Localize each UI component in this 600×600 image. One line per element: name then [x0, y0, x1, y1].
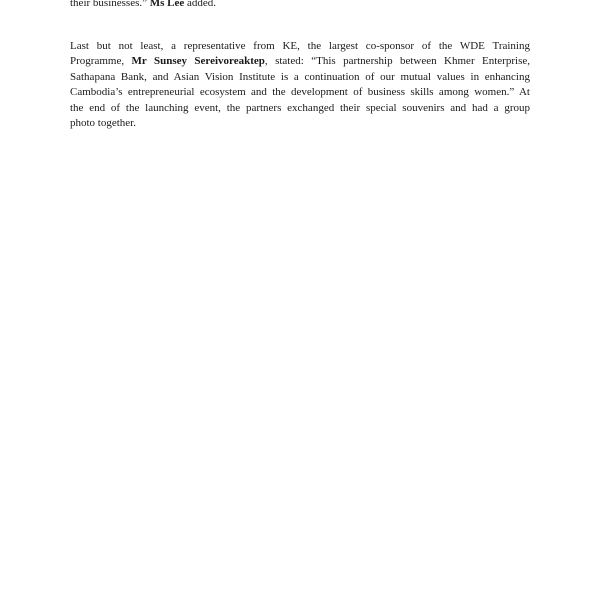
- speaker-name: Ms Lee: [149, 0, 185, 9]
- paragraph-closing-quote: [70, 0, 530, 12]
- paragraph-line: [70, 54, 530, 70]
- speaker-name: Mr Sunsey Sereivoreaktep: [131, 55, 265, 67]
- paragraph-line: Cambodia’s entrepreneurial ecosystem and the development of business skills among women.” At: [70, 86, 530, 98]
- text-run: added.: [184, 0, 217, 9]
- paragraph-ke-statement: [70, 39, 530, 132]
- text-run: Programme,: [70, 55, 132, 67]
- paragraph-line: photo together.: [70, 117, 136, 129]
- paragraph-line: Last but not least, a representative from KE, the largest co-sponsor of the WDE Training: [70, 39, 530, 52]
- paragraph-line: [70, 0, 530, 12]
- paragraph-line: Sathapana Bank, and Asian Vision Institute is a continuation of our mutual values in enhancing: [70, 70, 530, 83]
- paragraph-line: the end of the launching event, the partners exchanged their special souvenirs and had a group: [70, 101, 530, 114]
- text-run: their businesses.”: [70, 0, 150, 9]
- text-run: , stated: “This partnership between Khmer Enterprise,: [264, 55, 530, 67]
